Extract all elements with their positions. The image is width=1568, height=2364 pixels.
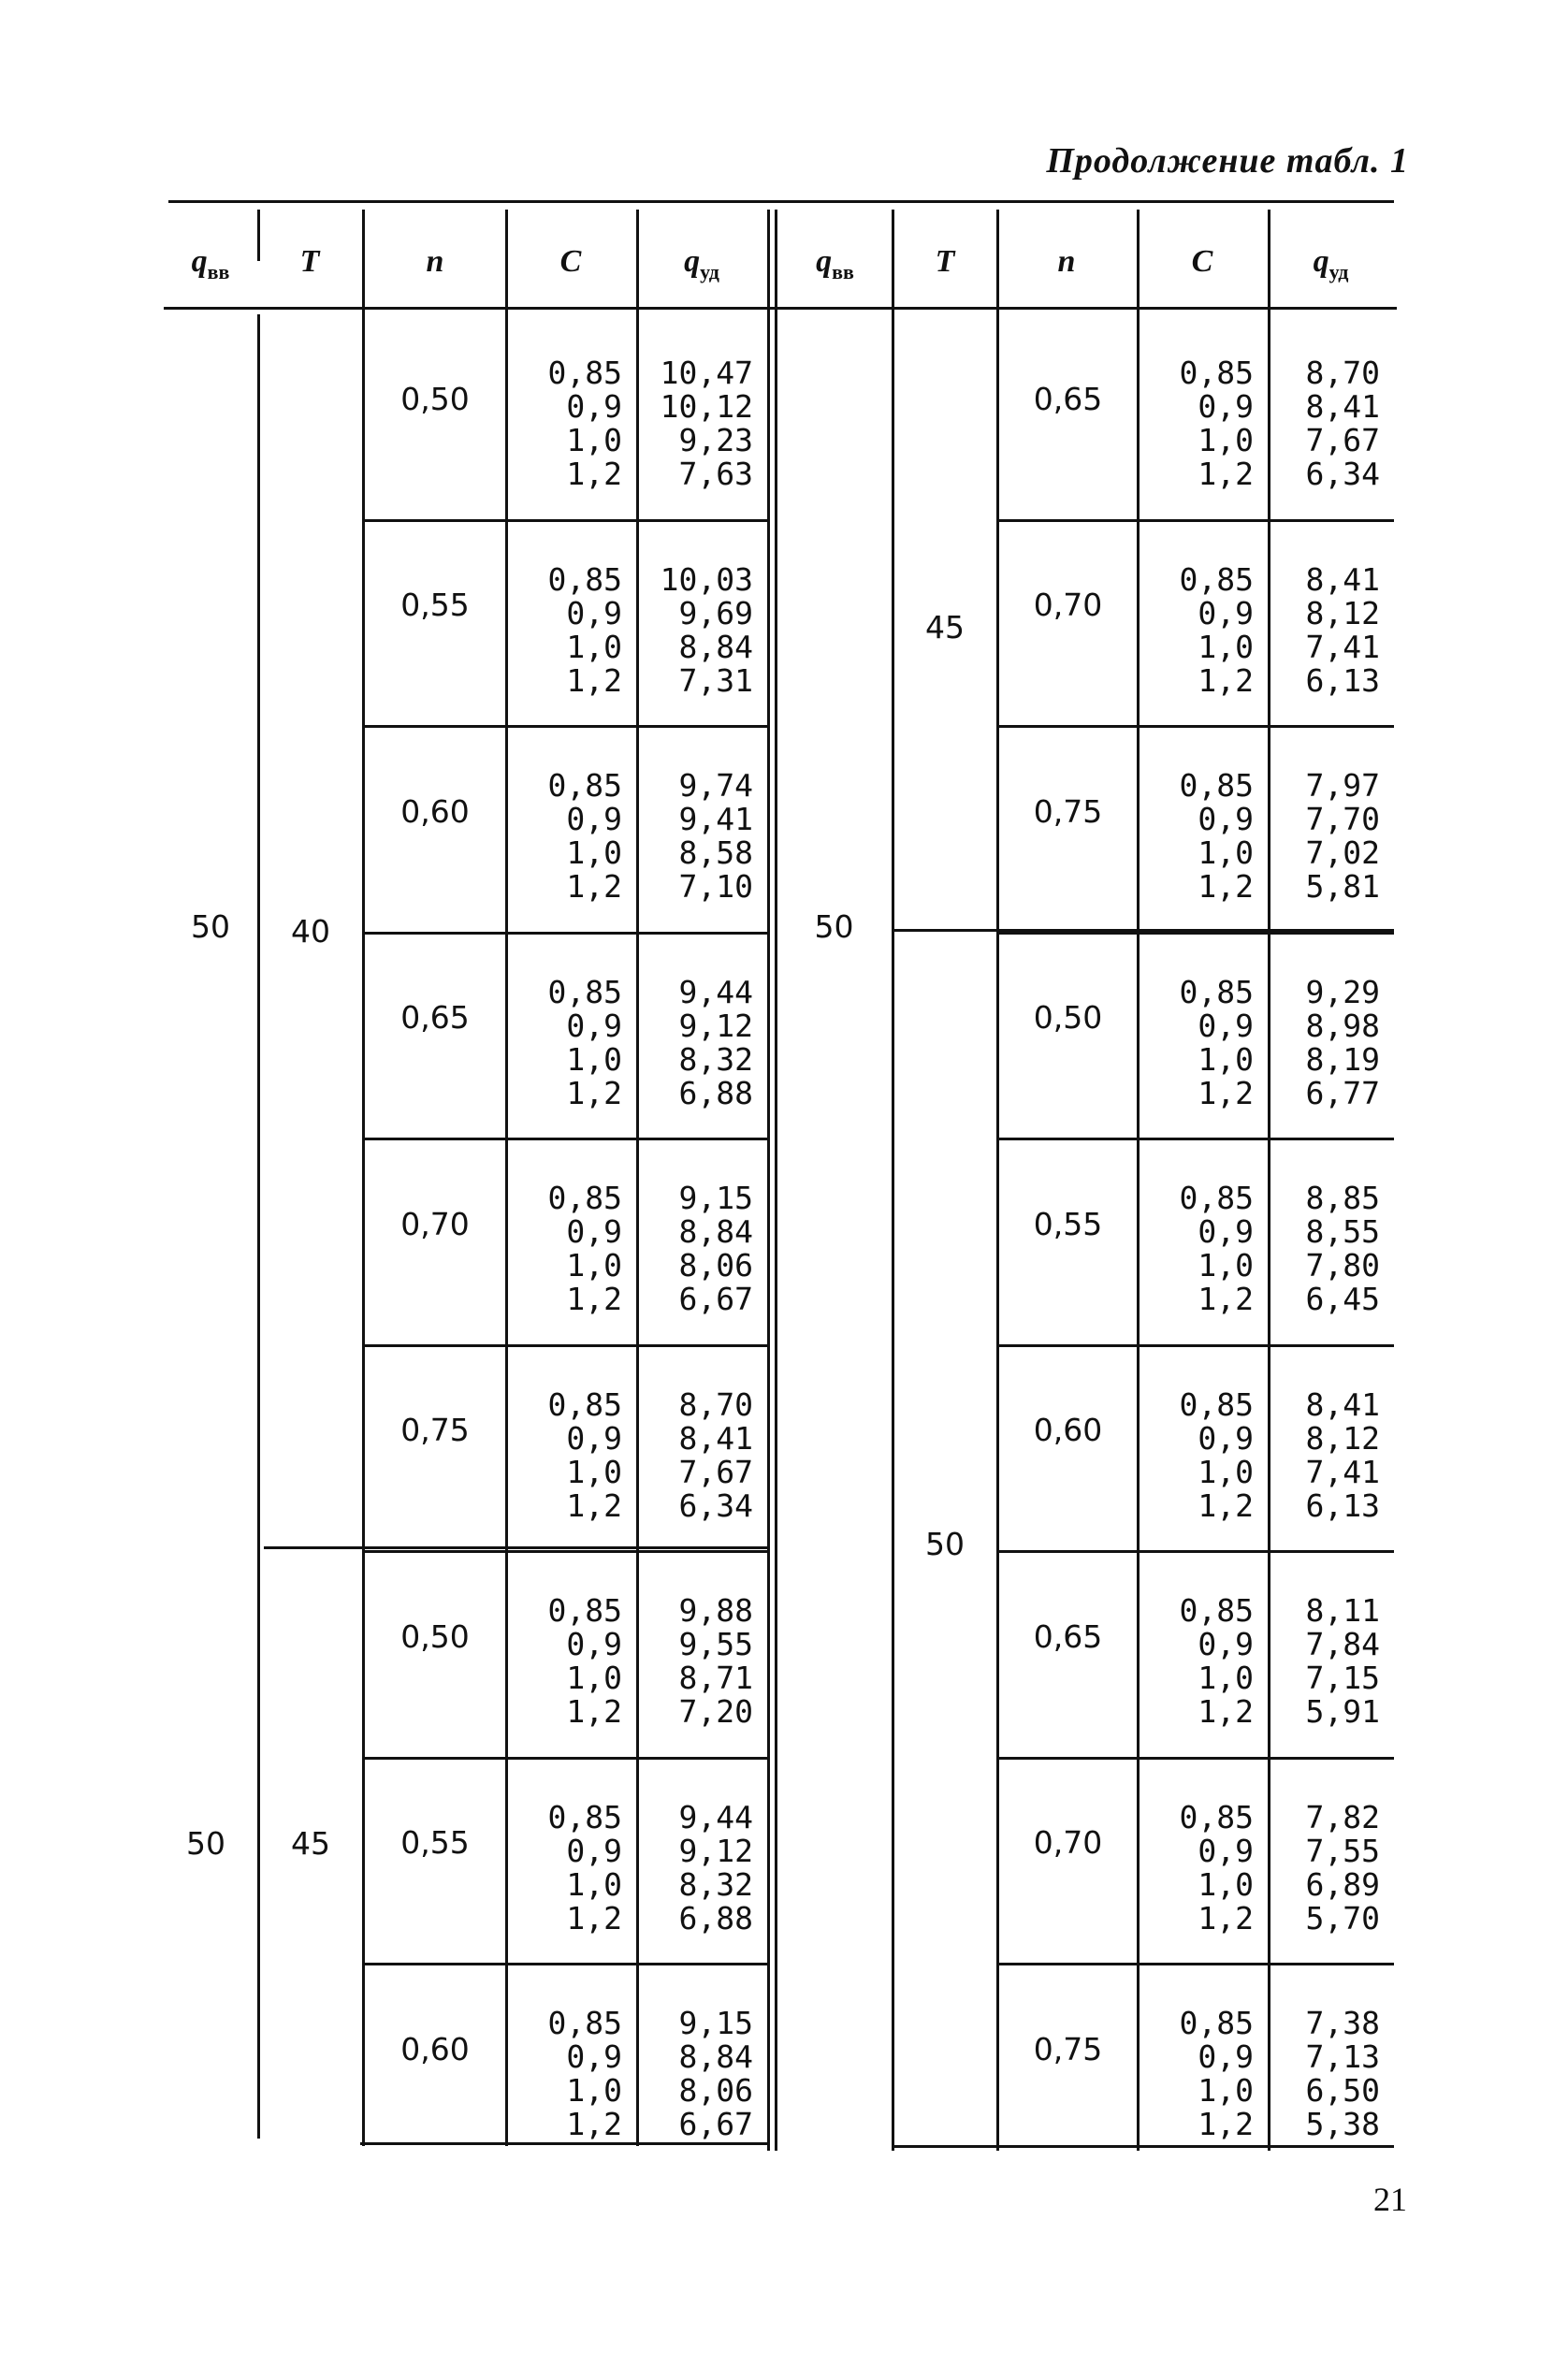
c-values — [1141, 1385, 1254, 1524]
q-ud-value: 9,15 — [678, 2005, 753, 2041]
q-ud-value: 7,41 — [1305, 628, 1380, 665]
c-value: 1,0 — [566, 1247, 622, 1284]
q-ud-values — [641, 2007, 753, 2141]
c-value: 0,9 — [566, 388, 622, 425]
c-value: 0,85 — [1179, 1385, 1254, 1423]
left-q-vv-group-2: 50 — [186, 1824, 225, 1862]
c-values — [510, 2007, 622, 2141]
q-ud-value: 7,63 — [678, 456, 753, 492]
c-value: 1,0 — [566, 1660, 622, 1696]
n-value: 0,50 — [1033, 999, 1103, 1036]
c-value: 0,9 — [566, 801, 622, 837]
q-ud-value: 6,67 — [678, 1281, 753, 1317]
q-ud-value: 9,69 — [678, 594, 753, 631]
q-ud-values — [1272, 560, 1380, 699]
c-values — [510, 769, 622, 904]
c-value: 1,2 — [1198, 1693, 1254, 1730]
col-rule — [257, 210, 260, 261]
c-value: 0,9 — [1198, 388, 1254, 425]
n-value: 0,65 — [1033, 380, 1103, 417]
q-ud-value: 6,45 — [1305, 1281, 1380, 1317]
q-ud-value: 9,88 — [678, 1592, 753, 1629]
c-value: 0,9 — [1198, 1419, 1254, 1457]
q-ud-value: 7,67 — [678, 1453, 753, 1490]
header-q-vv-left: $q_{вв}$ — [191, 244, 230, 283]
c-value: 1,0 — [1198, 1453, 1254, 1490]
q-ud-value: 9,41 — [678, 801, 753, 837]
q-ud-value: 7,41 — [1305, 1453, 1380, 1490]
c-values — [1141, 2007, 1254, 2141]
row-rule — [996, 519, 1394, 522]
q-ud-value: 5,81 — [1305, 868, 1380, 905]
q-ud-value: 10,47 — [660, 355, 753, 391]
row-rule — [362, 1757, 769, 1760]
row-rule — [362, 1963, 769, 1965]
c-value: 0,9 — [566, 1626, 622, 1662]
row-rule — [996, 1138, 1394, 1140]
c-value: 1,0 — [1198, 628, 1254, 665]
c-value: 1,0 — [566, 422, 622, 458]
c-value: 1,0 — [566, 1040, 622, 1078]
q-ud-value: 7,02 — [1305, 834, 1380, 871]
q-ud-value: 8,71 — [678, 1660, 753, 1696]
q-ud-value: 7,10 — [678, 868, 753, 905]
q-ud-value: 8,84 — [678, 2038, 753, 2075]
c-value: 0,85 — [547, 1592, 622, 1629]
q-ud-value: 8,98 — [1305, 1007, 1380, 1044]
c-value: 0,85 — [1179, 560, 1254, 598]
q-ud-value: 8,84 — [678, 1213, 753, 1250]
n-value: 0,75 — [400, 1412, 470, 1448]
header-C-left: C — [559, 244, 582, 279]
c-values — [510, 1594, 622, 1729]
c-value: 1,2 — [1198, 868, 1254, 905]
n-value: 0,75 — [1033, 2030, 1103, 2067]
row-rule — [362, 1550, 769, 1553]
q-ud-value: 6,77 — [1305, 1074, 1380, 1111]
top-rule — [168, 200, 1394, 203]
q-ud-value: 6,89 — [1305, 1865, 1380, 1903]
q-ud-value: 6,50 — [1305, 2072, 1380, 2109]
q-ud-value: 8,84 — [678, 628, 753, 665]
c-value: 0,9 — [1198, 594, 1254, 631]
q-ud-value: 7,15 — [1305, 1660, 1380, 1696]
n-value: 0,55 — [400, 587, 470, 623]
c-value: 1,2 — [1198, 1487, 1254, 1524]
c-value: 1,0 — [1198, 1865, 1254, 1903]
c-values — [510, 973, 622, 1111]
c-value: 0,85 — [547, 1798, 622, 1835]
left-T-group-rule — [264, 1546, 769, 1549]
q-ud-value: 7,31 — [678, 661, 753, 699]
q-ud-value: 7,70 — [1305, 801, 1380, 837]
c-value: 0,85 — [1179, 1592, 1254, 1629]
c-value: 0,9 — [1198, 1832, 1254, 1869]
c-value: 0,85 — [547, 973, 622, 1010]
c-values — [510, 1798, 622, 1936]
q-ud-value: 8,06 — [678, 1247, 753, 1284]
c-value: 0,9 — [566, 2038, 622, 2075]
header-bottom-rule — [164, 307, 1397, 310]
q-ud-values — [1272, 1594, 1380, 1729]
q-ud-value: 8,58 — [678, 834, 753, 871]
q-ud-values — [641, 769, 753, 904]
q-ud-values — [641, 1182, 753, 1316]
c-value: 0,9 — [566, 1213, 622, 1250]
q-ud-value: 8,41 — [678, 1419, 753, 1457]
c-values — [510, 356, 622, 491]
c-value: 1,0 — [566, 1865, 622, 1903]
c-value: 1,2 — [566, 2106, 622, 2142]
n-value: 0,60 — [400, 792, 470, 830]
q-ud-value: 7,97 — [1305, 767, 1380, 804]
q-ud-value: 8,85 — [1305, 1180, 1380, 1216]
c-value: 0,9 — [1198, 1626, 1254, 1662]
c-value: 0,85 — [1179, 355, 1254, 391]
row-rule — [996, 1963, 1394, 1965]
header-n-left: n — [426, 244, 444, 279]
c-value: 1,2 — [1198, 2106, 1254, 2142]
q-ud-value: 7,84 — [1305, 1626, 1380, 1662]
c-value: 1,2 — [566, 456, 622, 492]
c-values — [510, 1182, 622, 1316]
bottom-rule-left — [360, 2142, 769, 2145]
n-value: 0,50 — [400, 380, 470, 417]
q-ud-value: 6,13 — [1305, 1487, 1380, 1524]
q-ud-value: 9,44 — [678, 1798, 753, 1835]
left-T-group-2: 45 — [291, 1824, 330, 1862]
n-value: 0,70 — [1033, 587, 1103, 623]
q-ud-value: 8,12 — [1305, 1419, 1380, 1457]
c-values — [510, 560, 622, 699]
q-ud-value: 6,67 — [678, 2106, 753, 2142]
c-value: 0,85 — [1179, 973, 1254, 1010]
table-caption: Продолжение табл. 1 — [1046, 141, 1409, 181]
c-value: 1,2 — [566, 1281, 622, 1317]
c-value: 1,2 — [566, 1693, 622, 1730]
q-ud-value: 7,67 — [1305, 422, 1380, 458]
c-value: 0,9 — [1198, 801, 1254, 837]
q-ud-value: 6,13 — [1305, 661, 1380, 699]
col-rule — [767, 210, 770, 2151]
c-value: 0,85 — [1179, 2005, 1254, 2041]
row-rule — [362, 519, 769, 522]
c-value: 1,0 — [566, 628, 622, 665]
n-value: 0,65 — [400, 999, 470, 1036]
q-ud-value: 8,32 — [678, 1040, 753, 1078]
c-value: 1,0 — [566, 1453, 622, 1490]
q-ud-value: 9,12 — [678, 1007, 753, 1044]
q-ud-value: 6,88 — [678, 1074, 753, 1111]
header-T-right: T — [935, 244, 955, 279]
c-values — [1141, 769, 1254, 904]
c-value: 1,2 — [566, 1487, 622, 1524]
c-value: 1,0 — [1198, 2072, 1254, 2109]
c-value: 1,2 — [1198, 1074, 1254, 1111]
c-value: 1,2 — [1198, 1899, 1254, 1936]
q-ud-values — [1272, 973, 1380, 1111]
q-ud-value: 8,70 — [1305, 355, 1380, 391]
q-ud-values — [641, 560, 753, 699]
n-value: 0,70 — [400, 1205, 470, 1242]
q-ud-value: 7,55 — [1305, 1832, 1380, 1869]
c-value: 1,0 — [1198, 1040, 1254, 1078]
n-value: 0,65 — [1033, 1617, 1103, 1655]
q-ud-value: 5,38 — [1305, 2106, 1380, 2142]
c-value: 1,2 — [566, 661, 622, 699]
c-value: 1,0 — [1198, 1247, 1254, 1284]
c-value: 0,85 — [547, 560, 622, 598]
c-value: 1,0 — [1198, 834, 1254, 871]
q-ud-value: 8,11 — [1305, 1592, 1380, 1629]
q-ud-value: 9,15 — [678, 1180, 753, 1216]
c-value: 0,85 — [1179, 1180, 1254, 1216]
header-C-right: C — [1191, 244, 1213, 279]
q-ud-values — [1272, 1182, 1380, 1316]
q-ud-value: 9,29 — [1305, 973, 1380, 1010]
q-ud-value: 9,74 — [678, 767, 753, 804]
row-rule — [996, 725, 1394, 728]
header-T-left: T — [299, 244, 320, 279]
q-ud-value: 8,19 — [1305, 1040, 1380, 1078]
row-rule — [996, 1344, 1394, 1347]
q-ud-value: 10,03 — [660, 560, 753, 598]
q-ud-value: 8,06 — [678, 2072, 753, 2109]
c-value: 0,85 — [547, 1180, 622, 1216]
row-rule — [362, 725, 769, 728]
q-ud-value: 9,44 — [678, 973, 753, 1010]
q-ud-values — [641, 1385, 753, 1524]
q-ud-value: 5,70 — [1305, 1899, 1380, 1936]
q-ud-value: 7,80 — [1305, 1247, 1380, 1284]
c-value: 1,2 — [566, 868, 622, 905]
q-ud-value: 9,23 — [678, 422, 753, 458]
col-rule — [505, 210, 508, 2146]
q-ud-value: 8,55 — [1305, 1213, 1380, 1250]
q-ud-value: 7,82 — [1305, 1798, 1380, 1835]
c-values — [1141, 560, 1254, 699]
c-value: 1,2 — [1198, 1281, 1254, 1317]
c-value: 0,85 — [547, 355, 622, 391]
header-q-ud-left: $q_{уд}$ — [684, 244, 719, 283]
col-rule — [775, 210, 777, 2151]
c-value: 0,9 — [1198, 2038, 1254, 2075]
c-values — [510, 1385, 622, 1524]
right-T-group-1: 45 — [925, 608, 965, 645]
q-ud-value: 8,32 — [678, 1865, 753, 1903]
n-value: 0,55 — [400, 1824, 470, 1861]
row-rule — [996, 1550, 1394, 1553]
header-q-ud-right: $q_{уд}$ — [1313, 244, 1349, 283]
q-ud-values — [1272, 1385, 1380, 1524]
row-rule — [362, 932, 769, 935]
q-ud-value: 10,12 — [660, 388, 753, 425]
q-ud-value: 8,41 — [1305, 388, 1380, 425]
right-T-group-2: 50 — [925, 1525, 965, 1562]
q-ud-value: 8,41 — [1305, 560, 1380, 598]
q-ud-value: 7,13 — [1305, 2038, 1380, 2075]
q-ud-values — [1272, 2007, 1380, 2141]
q-ud-value: 6,34 — [678, 1487, 753, 1524]
c-value: 0,85 — [1179, 767, 1254, 804]
q-ud-value: 9,55 — [678, 1626, 753, 1662]
c-value: 0,9 — [566, 1007, 622, 1044]
q-ud-value: 8,12 — [1305, 594, 1380, 631]
col-rule — [636, 210, 639, 2146]
n-value: 0,60 — [1033, 1412, 1103, 1448]
c-value: 1,0 — [566, 2072, 622, 2109]
c-value: 1,2 — [566, 1899, 622, 1936]
c-value: 0,9 — [566, 594, 622, 631]
page-number: 21 — [1373, 2181, 1407, 2218]
q-ud-values — [641, 1594, 753, 1729]
c-value: 0,85 — [547, 1385, 622, 1423]
col-rule — [892, 210, 894, 2151]
c-values — [1141, 1182, 1254, 1316]
c-value: 1,2 — [566, 1074, 622, 1111]
col-rule — [1268, 210, 1270, 2151]
c-value: 1,0 — [1198, 1660, 1254, 1696]
q-ud-value: 6,34 — [1305, 456, 1380, 492]
right-q-vv-group-1: 50 — [814, 907, 854, 945]
n-value: 0,50 — [400, 1617, 470, 1655]
q-ud-values — [1272, 1798, 1380, 1936]
c-value: 1,0 — [566, 834, 622, 871]
n-value: 0,70 — [1033, 1824, 1103, 1861]
c-values — [1141, 1594, 1254, 1729]
col-rule — [1137, 210, 1140, 2151]
bottom-rule-right — [892, 2145, 1394, 2148]
c-value: 1,2 — [1198, 661, 1254, 699]
q-ud-value: 6,88 — [678, 1899, 753, 1936]
left-q-vv-group-1: 50 — [191, 907, 230, 945]
n-value: 0,75 — [1033, 792, 1103, 830]
c-value: 0,9 — [566, 1832, 622, 1869]
row-rule — [996, 1757, 1394, 1760]
c-value: 0,9 — [1198, 1213, 1254, 1250]
c-value: 0,85 — [547, 767, 622, 804]
row-rule — [362, 1344, 769, 1347]
q-ud-value: 5,91 — [1305, 1693, 1380, 1730]
q-ud-value: 8,41 — [1305, 1385, 1380, 1423]
header-n-right: n — [1057, 244, 1076, 279]
q-ud-value: 9,12 — [678, 1832, 753, 1869]
c-values — [1141, 973, 1254, 1111]
n-value: 0,55 — [1033, 1205, 1103, 1242]
left-T-group-1: 40 — [291, 912, 330, 950]
c-value: 0,85 — [1179, 1798, 1254, 1835]
q-ud-values — [641, 973, 753, 1111]
q-ud-values — [641, 1798, 753, 1936]
c-value: 0,85 — [547, 2005, 622, 2041]
n-value: 0,60 — [400, 2030, 470, 2067]
c-value: 0,9 — [566, 1419, 622, 1457]
q-ud-values — [641, 356, 753, 491]
q-ud-value: 7,20 — [678, 1693, 753, 1730]
header-q-vv-right: $q_{вв}$ — [816, 244, 854, 283]
c-value: 1,0 — [1198, 422, 1254, 458]
c-value: 0,9 — [1198, 1007, 1254, 1044]
row-rule — [996, 932, 1394, 935]
q-ud-value: 8,70 — [678, 1385, 753, 1423]
c-values — [1141, 356, 1254, 491]
c-value: 1,2 — [1198, 456, 1254, 492]
q-ud-values — [1272, 356, 1380, 491]
q-ud-values — [1272, 769, 1380, 904]
c-values — [1141, 1798, 1254, 1936]
q-ud-value: 7,38 — [1305, 2005, 1380, 2041]
row-rule — [362, 1138, 769, 1140]
